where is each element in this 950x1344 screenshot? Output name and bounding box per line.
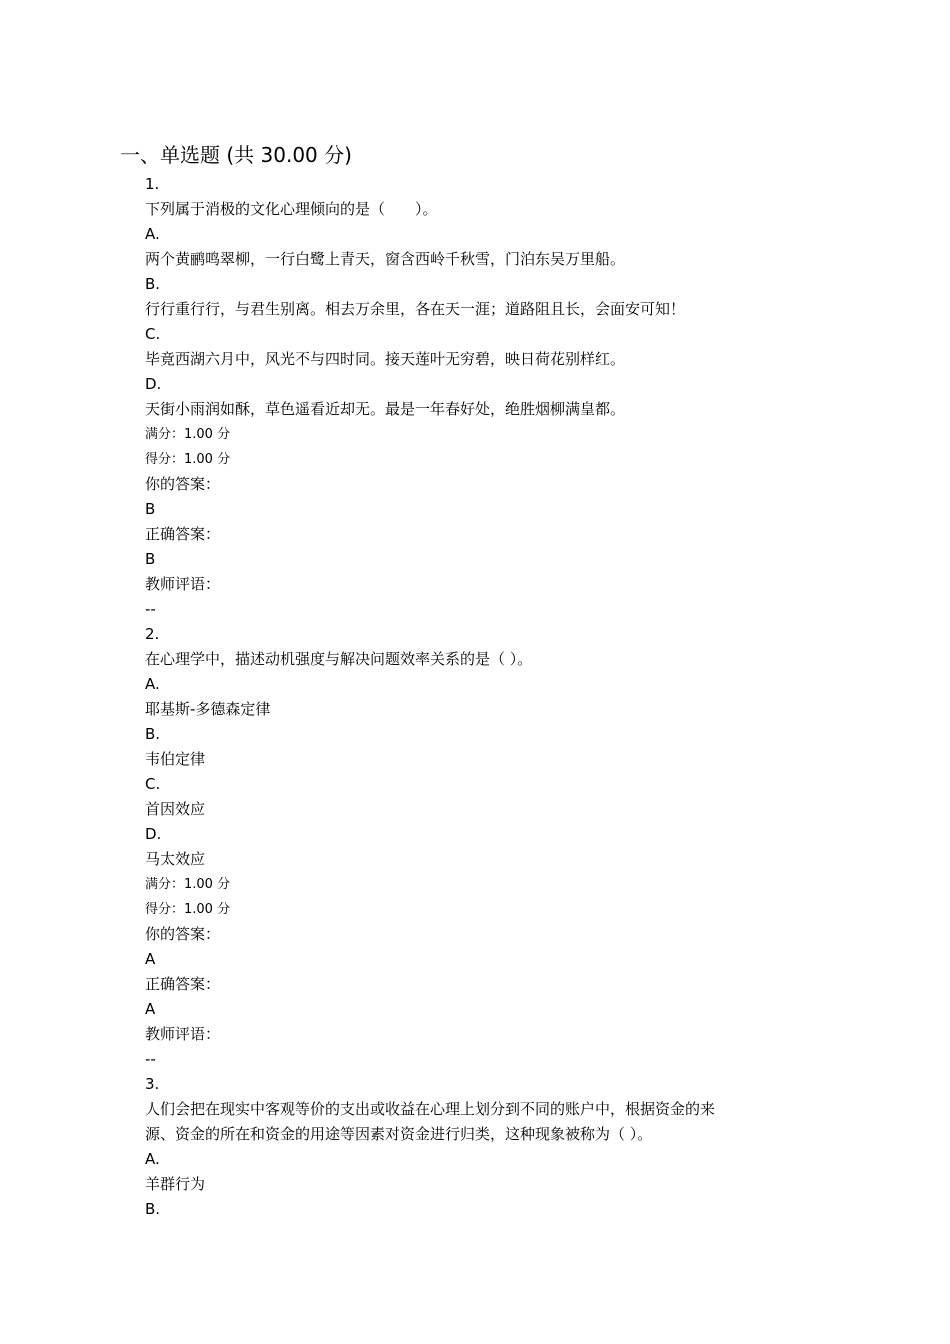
option-text: 首因效应 bbox=[145, 800, 206, 818]
full-score: 满分：1.00 分 bbox=[145, 877, 231, 892]
question-number: 1. bbox=[145, 175, 160, 193]
question-1 bbox=[145, 172, 825, 622]
option-text: 两个黄鹂鸣翠柳，一行白鹭上青天，窗含西岭千秋雪，门泊东吴万里船。 bbox=[145, 250, 626, 268]
your-answer-label: 你的答案： bbox=[145, 475, 221, 493]
correct-answer-value: B bbox=[145, 550, 156, 568]
your-answer-value: A bbox=[145, 950, 156, 968]
got-score: 得分：1.00 分 bbox=[145, 902, 231, 917]
your-answer-label: 你的答案： bbox=[145, 925, 221, 943]
option-text: 韦伯定律 bbox=[145, 750, 206, 768]
teacher-comment-value: -- bbox=[145, 600, 156, 618]
question-3 bbox=[145, 1072, 825, 1222]
option-text: 羊群行为 bbox=[145, 1175, 206, 1193]
option-letter: A. bbox=[145, 1150, 160, 1168]
question-stem-line-1: 人们会把在现实中客观等价的支出或收益在心理上划分到不同的账户中，根据资金的来 bbox=[145, 1100, 716, 1118]
section-title: 一、单选题 (共 30.00 分) bbox=[120, 143, 352, 167]
option-letter: A. bbox=[145, 675, 160, 693]
question-number: 3. bbox=[145, 1075, 160, 1093]
full-score: 满分：1.00 分 bbox=[145, 427, 231, 442]
correct-answer-label: 正确答案： bbox=[145, 975, 221, 993]
your-answer-value: B bbox=[145, 500, 156, 518]
question-list bbox=[145, 172, 825, 1222]
option-letter: C. bbox=[145, 325, 161, 343]
option-text: 耶基斯-多德森定律 bbox=[145, 700, 271, 718]
question-stem: 在心理学中，描述动机强度与解决问题效率关系的是（ ）。 bbox=[145, 650, 533, 668]
teacher-comment-value: -- bbox=[145, 1050, 156, 1068]
correct-answer-label: 正确答案： bbox=[145, 525, 221, 543]
option-letter: C. bbox=[145, 775, 161, 793]
option-letter: A. bbox=[145, 225, 160, 243]
got-score: 得分：1.00 分 bbox=[145, 452, 231, 467]
option-letter: B. bbox=[145, 725, 161, 743]
option-letter: D. bbox=[145, 825, 162, 843]
option-text: 毕竟西湖六月中，风光不与四时同。接天莲叶无穷碧，映日荷花别样红。 bbox=[145, 350, 626, 368]
question-number: 2. bbox=[145, 625, 160, 643]
teacher-comment-label: 教师评语： bbox=[145, 575, 221, 593]
question-stem: 下列属于消极的文化心理倾向的是（ ）。 bbox=[145, 200, 438, 218]
option-letter: B. bbox=[145, 1200, 161, 1218]
option-letter: D. bbox=[145, 375, 162, 393]
option-letter: B. bbox=[145, 275, 161, 293]
question-stem-line-2: 源、资金的所在和资金的用途等因素对资金进行归类，这种现象被称为（ ）。 bbox=[145, 1125, 653, 1143]
correct-answer-value: A bbox=[145, 1000, 156, 1018]
question-2 bbox=[145, 622, 825, 1072]
option-text: 马太效应 bbox=[145, 850, 206, 868]
option-text: 行行重行行，与君生别离。相去万余里，各在天一涯；道路阻且长，会面安可知！ bbox=[145, 300, 686, 318]
option-text: 天街小雨润如酥，草色遥看近却无。最是一年春好处，绝胜烟柳满皇都。 bbox=[145, 400, 626, 418]
teacher-comment-label: 教师评语： bbox=[145, 1025, 221, 1043]
